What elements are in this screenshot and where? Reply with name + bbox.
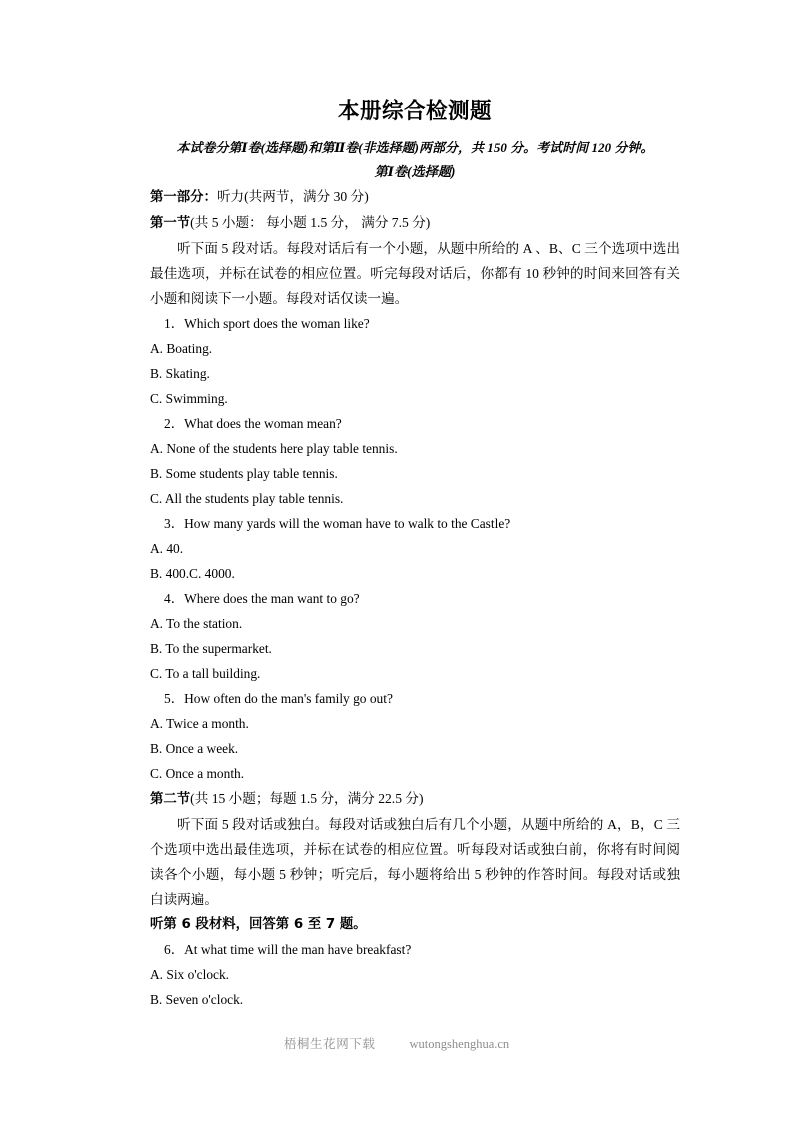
document-body (150, 96, 680, 1012)
question-option[interactable]: C. To a tall building. (150, 666, 261, 681)
question-option[interactable]: B. Skating. (150, 366, 210, 381)
part-one-heading (150, 184, 680, 210)
node-two-instructions: 听下面 5 段对话或独白。每段对话或独白后有几个小题，从题中所给的 A，B，C 三个选项中选出最佳选项，并标在试卷的相应位置。听每段对话或独白前，你将有时间阅读各个小题，每小题 5 秒钟；听完后，每小题将给出 5 秒钟的作答时间。每段对话或独白读两遍。 (150, 817, 680, 907)
question-option[interactable]: C. All the students play table tennis. (150, 491, 344, 506)
question-option[interactable]: A. 40. (150, 541, 184, 556)
question-stem: 3．How many yards will the woman have to walk to the Castle? (164, 516, 511, 531)
node-one-instructions: 听下面 5 段对话。每段对话后有一个小题，从题中所给的 A 、B、C 三个选项中选出最佳选项，并标在试卷的相应位置。听完每段对话后，你都有 10 秒钟的时间来回答有关小题和阅读下一小题。每段对话仅读一遍。 (150, 241, 680, 306)
question-option[interactable]: B. Some students play table tennis. (150, 466, 338, 481)
node-one-label: 第一节 (150, 216, 191, 231)
footer-watermark (0, 1035, 793, 1053)
exam-info-line: 本试卷分第Ⅰ卷(选择题)和第Ⅱ卷(非选择题)两部分，共 150 分。考试时间 120 分钟。 (176, 141, 654, 155)
node-two-label: 第二节 (150, 792, 191, 807)
question-option[interactable]: A. Six o'clock. (150, 967, 230, 982)
question-option[interactable]: B. To the supermarket. (150, 641, 272, 656)
watermark-site-name: 梧桐生花网下载 (283, 1037, 376, 1051)
watermark-url: wutongshenghua.cn (409, 1037, 510, 1051)
question-option[interactable]: A. None of the students here play table tennis. (150, 441, 398, 456)
question-stem: 4．Where does the man want to go? (164, 591, 360, 606)
question-option[interactable]: C. Once a month. (150, 766, 245, 781)
question-stem: 5．How often do the man's family go out? (164, 691, 393, 706)
question-option[interactable]: A. Boating. (150, 341, 213, 356)
part-one-detail: 听力(共两节，满分 30 分) (216, 189, 369, 204)
question-stem: 2．What does the woman mean? (164, 416, 342, 431)
question-option[interactable]: B. 400.C. 4000. (150, 566, 235, 581)
paper-part-heading: 第Ⅰ卷(选择题) (374, 164, 456, 179)
page-title: 本册综合检测题 (337, 99, 492, 123)
part-one-label: 第一部分： (150, 190, 217, 205)
material-six-heading: 听第 6 段材料，回答第 6 至 7 题。 (150, 917, 367, 932)
node-two-heading (150, 786, 680, 812)
question-option[interactable]: C. Swimming. (150, 391, 228, 406)
question-stem: 1．Which sport does the woman like? (164, 316, 370, 331)
question-option[interactable]: B. Seven o'clock. (150, 992, 244, 1007)
node-one-heading (150, 210, 680, 236)
node-one-detail: (共 5 小题： 每小题 1.5 分， 满分 7.5 分) (190, 215, 431, 230)
node-two-detail: (共 15 小题；每题 1.5 分，满分 22.5 分) (190, 791, 424, 806)
question-stem: 6．At what time will the man have breakfast? (164, 942, 412, 957)
question-option[interactable]: B. Once a week. (150, 741, 239, 756)
question-option[interactable]: A. Twice a month. (150, 716, 249, 731)
question-option[interactable]: A. To the station. (150, 616, 243, 631)
